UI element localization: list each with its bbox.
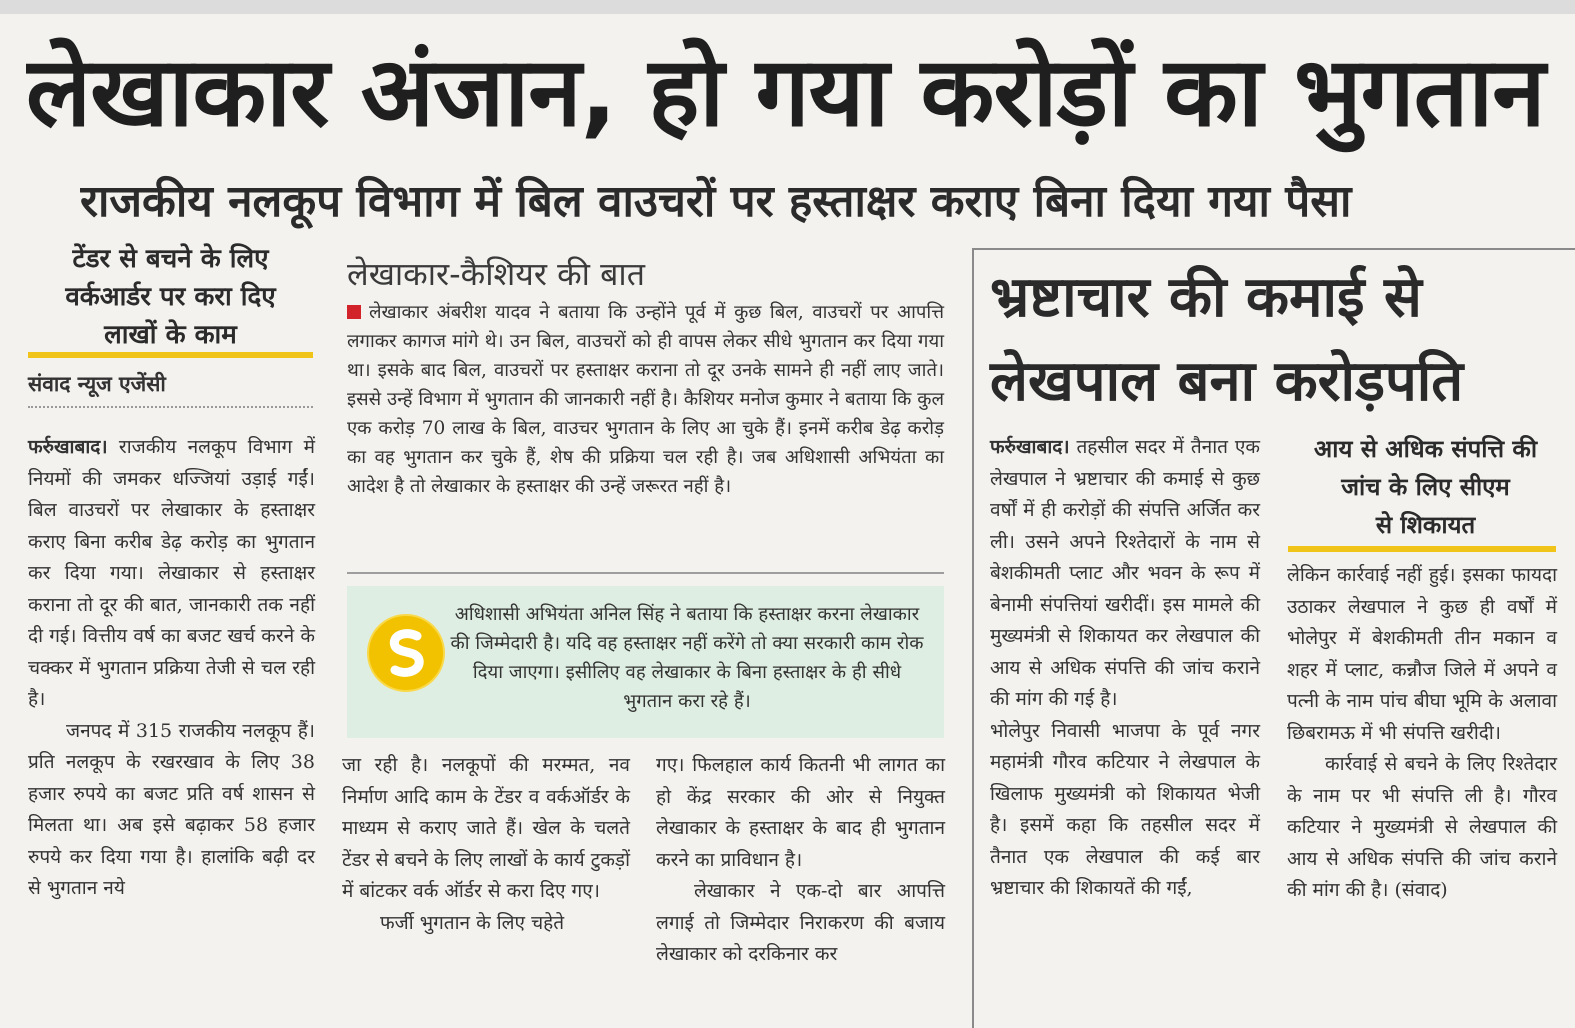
left-para-1 xyxy=(28,432,315,716)
right-headline-line-1: भ्रष्टाचार की कमाई से xyxy=(990,265,1422,330)
left-para-1-text: राजकीय नलकूप विभाग में नियमों की जमकर धज्जियां उड़ाई गईं। बिल वाउचरों पर लेखाकार के हस्ताक्षर कराए बिना करीब डेढ़ करोड़ का भुगतान कर दिया गया। लेखाकार से हस्ताक्षर कराना तो दूर की बात, जानकारी तक नहीं दी गई। वित्तीय वर्ष का बजट खर्च करने के चक्कर में भुगतान प्रक्रिया तेजी से चल रही है। xyxy=(28,436,315,710)
left-para-2: जनपद में 315 राजकीय नलकूप हैं। प्रति नलकूप के रखरखाव के लिए 38 हजार रुपये का बजट प्रति वर्ष शासन से मिलता था। अब इसे बढ़ाकर 58 हजार रुपये कर दिया गया है। हालांकि बढ़ी दर से भुगतान नये xyxy=(28,719,315,899)
right-yellow-rule xyxy=(1288,546,1556,552)
right-col-1-para-1 xyxy=(990,432,1260,716)
right-kicker-line-2: जांच के लिए सीएम xyxy=(1341,473,1510,501)
red-square-bullet-icon xyxy=(347,305,361,319)
main-headline: लेखाकार अंजान, हो गया करोड़ों का भुगतान xyxy=(26,36,1545,148)
right-col-2-para-2: कार्रवाई से बचने के लिए रिश्तेदार के नाम पर भी संपत्ति ली है। गौरव कटियार ने मुख्यमंत्री से लेखपाल की आय से अधिक संपत्ति की जांच कराने की मांग की है। (संवाद) xyxy=(1287,753,1557,901)
middle-col-1-para-2: फर्जी भुगतान के लिए चहेते xyxy=(380,911,565,934)
middle-col-2 xyxy=(656,750,945,971)
middle-divider xyxy=(347,572,944,574)
right-col-1 xyxy=(990,432,1260,905)
middle-quote xyxy=(347,298,944,501)
right-headline-line-2: लेखपाल बना करोड़पति xyxy=(990,349,1464,414)
middle-col-1 xyxy=(342,750,630,939)
left-body xyxy=(28,432,315,905)
right-col-1-para-2: भोलेपुर निवासी भाजपा के पूर्व नगर महामंत्री गौरव कटियार ने लेखपाल के खिलाफ मुख्यमंत्री को शिकायत भेजी है। इसमें कहा कि तहसील सदर में तैनात एक लेखपाल की कई बार भ्रष्टाचार की शिकायतें की गईं, xyxy=(990,719,1260,899)
middle-quote-text: लेखाकार अंबरीश यादव ने बताया कि उन्होंने पूर्व में कुछ बिल, वाउचरों पर आपत्ति लगाकर कागज मांगे थे। उन बिल, वाउचरों को ही वापस लेकर सीधे भुगतान कर दिया गया था। इसके बाद बिल, वाउचरों पर हस्ताक्षर कराना तो दूर उनके सामने ही नहीं लाए जाते। इससे उन्हें विभाग में भुगतान की जानकारी नहीं है। कैशियर मनोज कुमार ने बताया कि कुल एक करोड़ 70 लाख के बिल, वाउचर भुगतान के लिए आ चुके हैं। इनमें करीब डेढ़ करोड़ का वह भुगतान कर चुके हैं, शेष की प्रक्रिया चल रही है। जब अधिशासी अभियंता का आदेश है तो लेखाकार के हस्ताक्षर की उन्हें जरूरत नहीं है। xyxy=(347,302,944,497)
right-col-2-para-1: लेकिन कार्रवाई नहीं हुई। इसका फायदा उठाकर लेखपाल ने कुछ ही वर्षों में भोलेपुर में बेशकीमती तीन मकान व शहर में प्लाट, कन्नौज जिले में अपने व पत्नी के नाम पांच बीघा भूमि के अलावा छिबरामऊ में भी संपत्ति खरीदी। xyxy=(1287,564,1557,744)
yellow-circle-logo-icon xyxy=(367,614,445,692)
left-kicker-line-2: वर्कआर्डर पर करा दिए xyxy=(65,282,276,312)
boxed-quote-text: अधिशासी अभियंता अनिल सिंह ने बताया कि हस्ताक्षर करना लेखाकार की जिम्मेदारी है। यदि वह हस्ताक्षर नहीं करेंगे तो क्या सरकारी काम रोक दिया जाएगा। इसीलिए वह लेखाकार के बिना हस्ताक्षर के ही सीधे भुगतान करा रहे हैं। xyxy=(450,604,924,712)
left-dateline: फर्रुखाबाद। xyxy=(28,436,108,458)
right-kicker xyxy=(1288,430,1563,544)
right-kicker-line-3: से शिकायत xyxy=(1375,511,1476,539)
right-headline xyxy=(990,256,1575,424)
sub-headline: राजकीय नलकूप विभाग में बिल वाउचरों पर हस्ताक्षर कराए बिना दिया गया पैसा xyxy=(80,176,1352,227)
middle-col-2-text: गए। फिलहाल कार्य कितनी भी लागत का हो केंद्र सरकार की ओर से नियुक्त लेखाकार के हस्ताक्षर के बाद ही भुगतान करने का प्राविधान है। xyxy=(656,754,945,871)
middle-col-1-text: जा रही है। नलकूपों की मरम्मत, नव निर्माण आदि काम के टेंडर व वर्कऑर्डर के माध्यम से कराए जाते हैं। खेल के चलते टेंडर से बचने के लिए लाखों के कार्य टुकड़ों में बांटकर वर्क ऑर्डर से करा दिए गए। xyxy=(342,754,630,902)
left-kicker xyxy=(28,240,313,354)
right-col-2 xyxy=(1287,560,1557,907)
left-yellow-rule xyxy=(28,352,313,358)
boxed-quote xyxy=(347,586,944,738)
right-kicker-line-1: आय से अधिक संपत्ति की xyxy=(1313,435,1538,463)
middle-heading: लेखाकार-कैशियर की बात xyxy=(347,255,645,293)
right-col-1-para-1-text: तहसील सदर में तैनात एक लेखपाल ने भ्रष्टाचार की कमाई से कुछ वर्षों में ही करोड़ों की संपत्ति अर्जित कर ली। उसने अपने रिश्तेदारों के नाम से बेशकीमती प्लाट और भवन के रूप में बेनामी संपत्तियां खरीदीं। इस मामले की मुख्यमंत्री से शिकायत कर लेखपाल की आय से अधिक संपत्ति की जांच कराने की मांग की गई है। xyxy=(990,436,1260,710)
left-kicker-line-1: टेंडर से बचने के लिए xyxy=(72,244,269,274)
right-dateline: फर्रुखाबाद। xyxy=(990,436,1070,458)
left-kicker-line-3: लाखों के काम xyxy=(104,320,237,350)
page-top-strip xyxy=(0,0,1575,14)
byline: संवाद न्यूज एजेंसी xyxy=(28,368,313,408)
middle-col-2-para-2: लेखाकार ने एक-दो बार आपत्ति लगाई तो जिम्मेदार निराकरण की बजाय लेखाकार को दरकिनार कर xyxy=(656,880,945,965)
